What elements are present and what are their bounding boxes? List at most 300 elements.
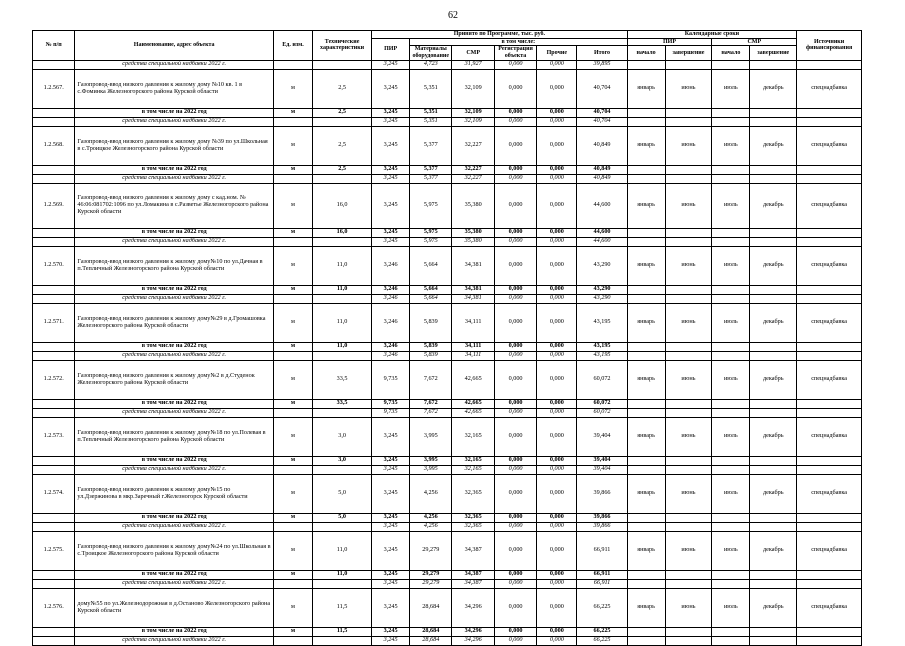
- year-total-label: в том числе на 2022 год: [75, 165, 274, 174]
- header-tech: Технические характеристики: [313, 31, 372, 61]
- subsidy-pir: 3,245: [372, 237, 410, 246]
- year-total-materials: 5,664: [410, 285, 452, 294]
- object-registration: 0,000: [494, 69, 536, 108]
- subsidy-other: 0,000: [537, 351, 577, 360]
- year-total-label: в том числе на 2022 год: [75, 627, 274, 636]
- object-row: [33, 183, 862, 228]
- pir-end: июнь: [665, 531, 712, 570]
- subsidy-smr: 35,380: [452, 237, 494, 246]
- pir-end: июнь: [665, 246, 712, 285]
- year-total-registration: 0,000: [494, 165, 536, 174]
- object-unit: м: [273, 474, 312, 513]
- object-smr: 34,111: [452, 303, 494, 342]
- page-number: 62: [448, 10, 458, 21]
- subsidy-registration: 0,000: [494, 174, 536, 183]
- object-other: 0,000: [537, 474, 577, 513]
- smr-end: декабрь: [750, 417, 797, 456]
- object-total: 39,866: [577, 474, 627, 513]
- object-unit: м: [273, 303, 312, 342]
- pir-start: январь: [627, 531, 665, 570]
- object-num: 1.2.569.: [33, 183, 75, 228]
- year-total-row: [33, 285, 862, 294]
- year-total-materials: 28,684: [410, 627, 452, 636]
- year-total-pir: 3,245: [372, 456, 410, 465]
- smr-start: июль: [712, 246, 750, 285]
- subsidy-row: [33, 579, 862, 588]
- year-total-smr: 34,111: [452, 342, 494, 351]
- subsidy-materials: 5,351: [410, 117, 452, 126]
- year-total-total: 44,600: [577, 228, 627, 237]
- header-pir: ПИР: [372, 38, 410, 60]
- pir-start: январь: [627, 588, 665, 627]
- object-num: 1.2.573.: [33, 417, 75, 456]
- header-cal-pir: ПИР: [627, 38, 712, 46]
- subsidy-other: 0,000: [537, 60, 577, 69]
- year-total-pir: 3,245: [372, 570, 410, 579]
- smr-end: декабрь: [750, 474, 797, 513]
- object-name: Газопровод-ввод низкого давления к жилому дому№29 в д.Громашовка Железногорского района Курской области: [75, 303, 274, 342]
- header-pir-start: начало: [627, 46, 665, 60]
- subsidy-other: 0,000: [537, 636, 577, 645]
- subsidy-registration: 0,000: [494, 408, 536, 417]
- object-name: Газопровод-ввод низкого давления к жилому дому№10 по ул.Дачная в п.Тепличный Железногорского района Курской области: [75, 246, 274, 285]
- year-total-row: [33, 165, 862, 174]
- subsidy-row: [33, 117, 862, 126]
- funding-source: спецнадбавка: [797, 474, 862, 513]
- object-tech: 2,5: [313, 126, 372, 165]
- year-total-materials: 5,351: [410, 108, 452, 117]
- subsidy-row: [33, 522, 862, 531]
- subsidy-row: [33, 636, 862, 645]
- subsidy-pir: 3,246: [372, 294, 410, 303]
- year-total-unit: м: [273, 228, 312, 237]
- pir-end: июнь: [665, 588, 712, 627]
- year-total-other: 0,000: [537, 342, 577, 351]
- smr-end: декабрь: [750, 126, 797, 165]
- funding-source: спецнадбавка: [797, 69, 862, 108]
- object-pir: 3,245: [372, 588, 410, 627]
- year-total-row: [33, 108, 862, 117]
- subsidy-row: [33, 60, 862, 69]
- header-name: Наименование, адрес объекта: [75, 31, 274, 61]
- object-registration: 0,000: [494, 531, 536, 570]
- object-other: 0,000: [537, 417, 577, 456]
- year-total-materials: 3,995: [410, 456, 452, 465]
- subsidy-other: 0,000: [537, 579, 577, 588]
- object-num: 1.2.571.: [33, 303, 75, 342]
- object-materials: 28,684: [410, 588, 452, 627]
- subsidy-registration: 0,000: [494, 117, 536, 126]
- smr-end: декабрь: [750, 531, 797, 570]
- subsidy-pir: 3,246: [372, 351, 410, 360]
- subsidy-label: средства специальной надбавки 2022 г.: [75, 351, 274, 360]
- year-total-smr: 34,296: [452, 627, 494, 636]
- object-materials: 7,672: [410, 360, 452, 399]
- year-total-row: [33, 456, 862, 465]
- subsidy-materials: 5,664: [410, 294, 452, 303]
- pir-start: январь: [627, 417, 665, 456]
- object-num: 1.2.576.: [33, 588, 75, 627]
- subsidy-total: 39,866: [577, 522, 627, 531]
- year-total-materials: 29,279: [410, 570, 452, 579]
- year-total-row: [33, 627, 862, 636]
- subsidy-label: средства специальной надбавки 2022 г.: [75, 408, 274, 417]
- year-total-tech: 11,5: [313, 627, 372, 636]
- object-row: [33, 246, 862, 285]
- subsidy-smr: 31,927: [452, 60, 494, 69]
- object-pir: 3,246: [372, 246, 410, 285]
- object-registration: 0,000: [494, 183, 536, 228]
- header-smr-start: начало: [712, 46, 750, 60]
- smr-end: декабрь: [750, 246, 797, 285]
- subsidy-total: 39,404: [577, 465, 627, 474]
- object-smr: 32,109: [452, 69, 494, 108]
- subsidy-row: [33, 408, 862, 417]
- object-materials: 3,995: [410, 417, 452, 456]
- object-row: [33, 126, 862, 165]
- year-total-tech: 11,0: [313, 342, 372, 351]
- object-smr: 32,165: [452, 417, 494, 456]
- program-table: [32, 30, 862, 646]
- year-total-tech: 33,5: [313, 399, 372, 408]
- object-tech: 3,0: [313, 417, 372, 456]
- year-total-total: 40,849: [577, 165, 627, 174]
- subsidy-label: средства специальной надбавки 2022 г.: [75, 579, 274, 588]
- subsidy-total: 40,849: [577, 174, 627, 183]
- object-row: [33, 417, 862, 456]
- object-unit: м: [273, 417, 312, 456]
- subsidy-materials: 5,377: [410, 174, 452, 183]
- smr-start: июль: [712, 69, 750, 108]
- subsidy-smr: 42,665: [452, 408, 494, 417]
- year-total-other: 0,000: [537, 570, 577, 579]
- subsidy-label: средства специальной надбавки 2022 г.: [75, 522, 274, 531]
- header-smr: СМР: [452, 46, 494, 60]
- object-other: 0,000: [537, 588, 577, 627]
- smr-start: июль: [712, 360, 750, 399]
- year-total-registration: 0,000: [494, 513, 536, 522]
- object-tech: 11,0: [313, 246, 372, 285]
- subsidy-row: [33, 351, 862, 360]
- object-registration: 0,000: [494, 417, 536, 456]
- object-pir: 9,735: [372, 360, 410, 399]
- header-unit: Ед. изм.: [273, 31, 312, 61]
- object-total: 66,225: [577, 588, 627, 627]
- object-tech: 33,5: [313, 360, 372, 399]
- subsidy-total: 66,911: [577, 579, 627, 588]
- year-total-registration: 0,000: [494, 456, 536, 465]
- funding-source: спецнадбавка: [797, 531, 862, 570]
- year-total-label: в том числе на 2022 год: [75, 513, 274, 522]
- year-total-materials: 7,672: [410, 399, 452, 408]
- object-registration: 0,000: [494, 126, 536, 165]
- subsidy-pir: 3,245: [372, 117, 410, 126]
- object-unit: м: [273, 246, 312, 285]
- year-total-smr: 34,387: [452, 570, 494, 579]
- year-total-registration: 0,000: [494, 627, 536, 636]
- year-total-unit: м: [273, 456, 312, 465]
- smr-start: июль: [712, 303, 750, 342]
- subsidy-pir: 3,245: [372, 579, 410, 588]
- pir-start: январь: [627, 360, 665, 399]
- year-total-total: 60,072: [577, 399, 627, 408]
- object-name: Газопровод-ввод низкого давления к жилому дому№15 по ул.Дзержинова в мкр.Заречный г.Железногорск Курской области: [75, 474, 274, 513]
- subsidy-other: 0,000: [537, 522, 577, 531]
- object-num: 1.2.575.: [33, 531, 75, 570]
- header-incl: в том числе:: [410, 38, 628, 46]
- year-total-total: 43,195: [577, 342, 627, 351]
- pir-end: июнь: [665, 183, 712, 228]
- pir-end: июнь: [665, 474, 712, 513]
- funding-source: спецнадбавка: [797, 183, 862, 228]
- subsidy-registration: 0,000: [494, 522, 536, 531]
- year-total-row: [33, 342, 862, 351]
- object-name: Газопровод-ввод низкого давления к жилому дому с кад.ном. № 46:06:081702:1096 по ул.Ломакина в с.Разветье Железногорского района Курской области: [75, 183, 274, 228]
- smr-end: декабрь: [750, 360, 797, 399]
- object-total: 60,072: [577, 360, 627, 399]
- year-total-total: 66,225: [577, 627, 627, 636]
- object-total: 44,600: [577, 183, 627, 228]
- subsidy-other: 0,000: [537, 294, 577, 303]
- subsidy-materials: 5,975: [410, 237, 452, 246]
- funding-source: спецнадбавка: [797, 246, 862, 285]
- pir-end: июнь: [665, 417, 712, 456]
- year-total-pir: 3,245: [372, 513, 410, 522]
- header-total: Итого: [577, 46, 627, 60]
- object-registration: 0,000: [494, 474, 536, 513]
- object-other: 0,000: [537, 531, 577, 570]
- year-total-smr: 34,381: [452, 285, 494, 294]
- pir-start: январь: [627, 69, 665, 108]
- object-row: [33, 588, 862, 627]
- subsidy-total: 60,072: [577, 408, 627, 417]
- object-pir: 3,245: [372, 126, 410, 165]
- object-pir: 3,245: [372, 69, 410, 108]
- subsidy-other: 0,000: [537, 237, 577, 246]
- year-total-other: 0,000: [537, 165, 577, 174]
- object-smr: 35,380: [452, 183, 494, 228]
- object-smr: 34,387: [452, 531, 494, 570]
- header-registration: Регистрация объекта: [494, 46, 536, 60]
- header-cal-smr: СМР: [712, 38, 797, 46]
- year-total-label: в том числе на 2022 год: [75, 342, 274, 351]
- header-calendar: Календарные сроки: [627, 31, 797, 39]
- object-num: 1.2.570.: [33, 246, 75, 285]
- year-total-pir: 3,245: [372, 165, 410, 174]
- object-materials: 5,839: [410, 303, 452, 342]
- object-tech: 16,0: [313, 183, 372, 228]
- year-total-row: [33, 513, 862, 522]
- object-registration: 0,000: [494, 246, 536, 285]
- funding-source: спецнадбавка: [797, 588, 862, 627]
- pir-start: январь: [627, 183, 665, 228]
- year-total-unit: м: [273, 165, 312, 174]
- object-smr: 42,665: [452, 360, 494, 399]
- year-total-registration: 0,000: [494, 108, 536, 117]
- year-total-unit: м: [273, 399, 312, 408]
- pir-start: январь: [627, 303, 665, 342]
- year-total-unit: м: [273, 342, 312, 351]
- object-unit: м: [273, 183, 312, 228]
- subsidy-registration: 0,000: [494, 60, 536, 69]
- year-total-unit: м: [273, 108, 312, 117]
- object-materials: 5,377: [410, 126, 452, 165]
- funding-source: спецнадбавка: [797, 303, 862, 342]
- subsidy-row: [33, 237, 862, 246]
- subsidy-label: средства специальной надбавки 2022 г.: [75, 636, 274, 645]
- subsidy-other: 0,000: [537, 174, 577, 183]
- object-name: Газопровод-ввод низкого давления к жилому дому№2 в д.Студенок Железногорского района Курской области: [75, 360, 274, 399]
- year-total-unit: м: [273, 570, 312, 579]
- subsidy-total: 44,600: [577, 237, 627, 246]
- object-name: Газопровод-ввод низкого давления к жилому дому№18 по ул.Полевая в п.Тепличный Железногорского района Курской области: [75, 417, 274, 456]
- smr-end: декабрь: [750, 303, 797, 342]
- object-unit: м: [273, 588, 312, 627]
- subsidy-smr: 32,365: [452, 522, 494, 531]
- subsidy-label: средства специальной надбавки 2022 г.: [75, 237, 274, 246]
- subsidy-pir: 9,735: [372, 408, 410, 417]
- object-other: 0,000: [537, 360, 577, 399]
- object-tech: 2,5: [313, 69, 372, 108]
- year-total-other: 0,000: [537, 399, 577, 408]
- object-registration: 0,000: [494, 360, 536, 399]
- year-total-registration: 0,000: [494, 399, 536, 408]
- year-total-total: 43,290: [577, 285, 627, 294]
- object-pir: 3,246: [372, 303, 410, 342]
- pir-start: январь: [627, 474, 665, 513]
- year-total-materials: 4,256: [410, 513, 452, 522]
- year-total-label: в том числе на 2022 год: [75, 399, 274, 408]
- year-total-pir: 3,245: [372, 228, 410, 237]
- smr-end: декабрь: [750, 588, 797, 627]
- year-total-row: [33, 399, 862, 408]
- year-total-registration: 0,000: [494, 228, 536, 237]
- subsidy-pir: 3,245: [372, 60, 410, 69]
- object-name: дому№55 по ул.Железнодорожная в д.Останово Железногорского района Курской области: [75, 588, 274, 627]
- subsidy-row: [33, 294, 862, 303]
- table-header: [33, 31, 862, 61]
- object-smr: 32,227: [452, 126, 494, 165]
- object-num: 1.2.567.: [33, 69, 75, 108]
- subsidy-label: средства специальной надбавки 2022 г.: [75, 465, 274, 474]
- object-pir: 3,245: [372, 474, 410, 513]
- year-total-tech: 3,0: [313, 456, 372, 465]
- year-total-row: [33, 228, 862, 237]
- year-total-other: 0,000: [537, 108, 577, 117]
- subsidy-label: средства специальной надбавки 2022 г.: [75, 117, 274, 126]
- header-pir-end: завершение: [665, 46, 712, 60]
- year-total-materials: 5,839: [410, 342, 452, 351]
- object-pir: 3,245: [372, 183, 410, 228]
- object-smr: 34,381: [452, 246, 494, 285]
- subsidy-smr: 34,296: [452, 636, 494, 645]
- year-total-total: 39,404: [577, 456, 627, 465]
- object-total: 40,704: [577, 69, 627, 108]
- year-total-tech: 16,0: [313, 228, 372, 237]
- object-other: 0,000: [537, 69, 577, 108]
- smr-end: декабрь: [750, 69, 797, 108]
- year-total-label: в том числе на 2022 год: [75, 228, 274, 237]
- subsidy-registration: 0,000: [494, 636, 536, 645]
- year-total-smr: 32,165: [452, 456, 494, 465]
- subsidy-registration: 0,000: [494, 579, 536, 588]
- subsidy-smr: 34,111: [452, 351, 494, 360]
- subsidy-other: 0,000: [537, 117, 577, 126]
- object-name: Газопровод-ввод низкого давления к жилому дому №10 кв. 1 в с.Фоминка Железногорского района Курской области: [75, 69, 274, 108]
- object-row: [33, 474, 862, 513]
- object-row: [33, 303, 862, 342]
- subsidy-materials: 4,723: [410, 60, 452, 69]
- object-name: Газопровод-ввод низкого давления к жилому дому №39 по ул.Школьная в с.Троицкое Железногорского района Курской области: [75, 126, 274, 165]
- pir-end: июнь: [665, 360, 712, 399]
- subsidy-materials: 29,279: [410, 579, 452, 588]
- object-tech: 5,0: [313, 474, 372, 513]
- year-total-registration: 0,000: [494, 342, 536, 351]
- year-total-label: в том числе на 2022 год: [75, 456, 274, 465]
- year-total-total: 40,704: [577, 108, 627, 117]
- pir-start: январь: [627, 246, 665, 285]
- funding-source: спецнадбавка: [797, 126, 862, 165]
- subsidy-pir: 3,245: [372, 174, 410, 183]
- object-total: 39,404: [577, 417, 627, 456]
- object-pir: 3,245: [372, 417, 410, 456]
- object-row: [33, 360, 862, 399]
- subsidy-smr: 34,381: [452, 294, 494, 303]
- object-other: 0,000: [537, 183, 577, 228]
- object-num: 1.2.574.: [33, 474, 75, 513]
- subsidy-row: [33, 174, 862, 183]
- funding-source: спецнадбавка: [797, 417, 862, 456]
- year-total-smr: 42,665: [452, 399, 494, 408]
- object-materials: 29,279: [410, 531, 452, 570]
- object-pir: 3,245: [372, 531, 410, 570]
- object-materials: 5,351: [410, 69, 452, 108]
- year-total-smr: 35,380: [452, 228, 494, 237]
- object-materials: 5,975: [410, 183, 452, 228]
- table-body: [33, 60, 862, 645]
- subsidy-materials: 5,839: [410, 351, 452, 360]
- year-total-tech: 11,0: [313, 285, 372, 294]
- object-num: 1.2.572.: [33, 360, 75, 399]
- object-total: 66,911: [577, 531, 627, 570]
- object-unit: м: [273, 126, 312, 165]
- pir-start: январь: [627, 126, 665, 165]
- year-total-unit: м: [273, 627, 312, 636]
- header-source: Источники финансирования: [797, 31, 862, 61]
- subsidy-registration: 0,000: [494, 294, 536, 303]
- year-total-smr: 32,365: [452, 513, 494, 522]
- subsidy-pir: 3,245: [372, 465, 410, 474]
- object-tech: 11,0: [313, 531, 372, 570]
- subsidy-registration: 0,000: [494, 237, 536, 246]
- object-other: 0,000: [537, 303, 577, 342]
- year-total-total: 39,866: [577, 513, 627, 522]
- funding-source: спецнадбавка: [797, 360, 862, 399]
- pir-end: июнь: [665, 303, 712, 342]
- subsidy-smr: 32,109: [452, 117, 494, 126]
- year-total-pir: 3,245: [372, 108, 410, 117]
- subsidy-pir: 3,245: [372, 522, 410, 531]
- year-total-label: в том числе на 2022 год: [75, 108, 274, 117]
- object-row: [33, 69, 862, 108]
- year-total-smr: 32,109: [452, 108, 494, 117]
- year-total-registration: 0,000: [494, 570, 536, 579]
- object-unit: м: [273, 69, 312, 108]
- smr-start: июль: [712, 183, 750, 228]
- object-total: 40,849: [577, 126, 627, 165]
- object-smr: 32,365: [452, 474, 494, 513]
- object-num: 1.2.568.: [33, 126, 75, 165]
